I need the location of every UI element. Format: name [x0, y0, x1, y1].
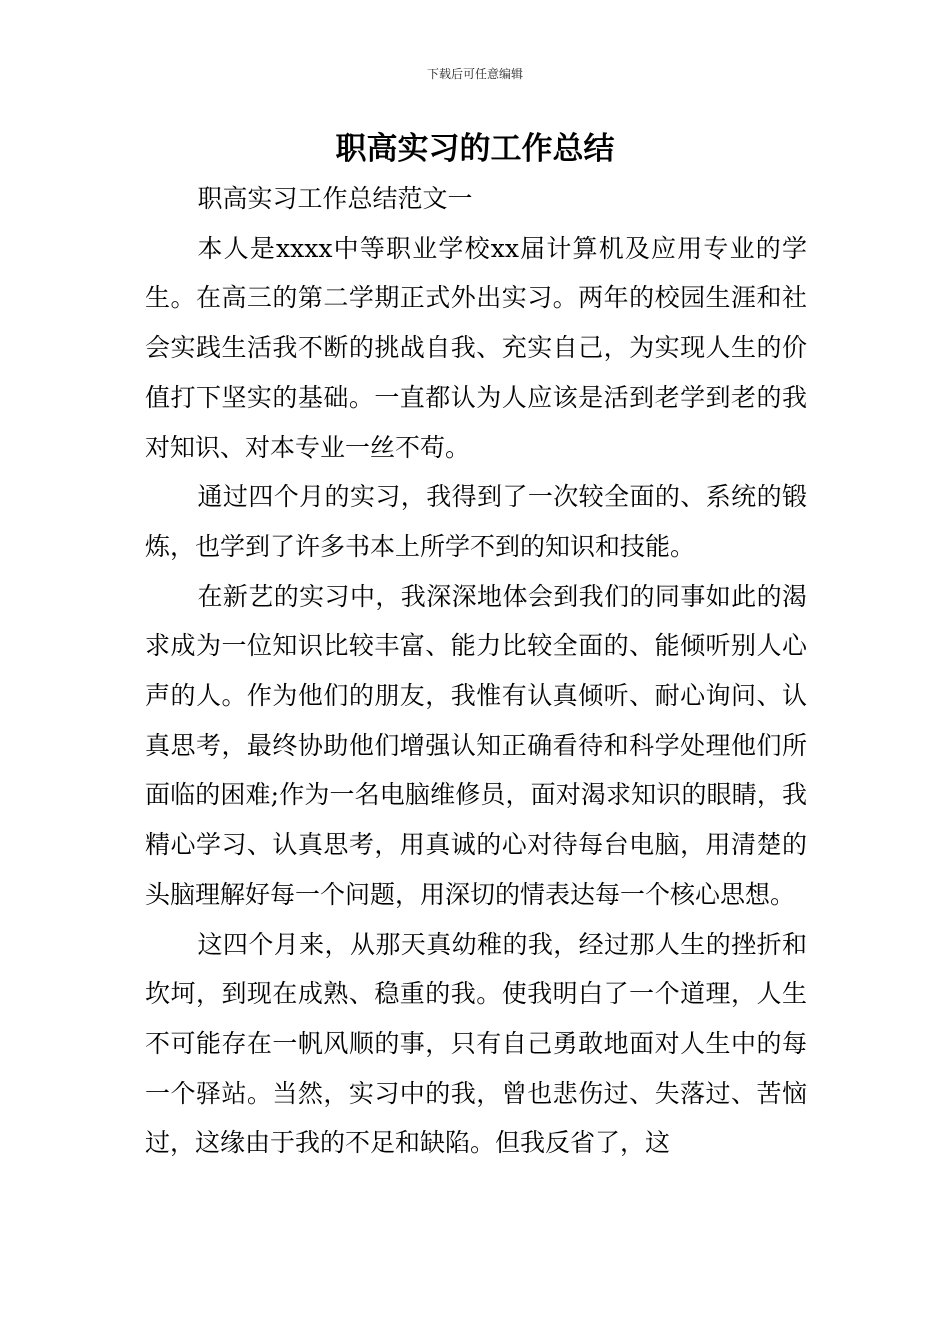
paragraph: 在新艺的实习中，我深深地体会到我们的同事如此的渴求成为一位知识比较丰富、能力比较全面的、能倾听别人心声的人。作为他们的朋友，我惟有认真倾听、耐心询问、认真思考，最终协助他们增强认知正确看待和科学处理他们所面临的困难;作为一名电脑维修员，面对渴求知识的眼睛，我精心学习、认真思考，用真诚的心对待每台电脑，用清楚的头脑理解好每一个问题，用深切的情表达每一个核心思想。 [145, 581, 807, 909]
page-title: 职高实习的工作总结 [335, 131, 615, 167]
document-body [145, 174, 807, 1168]
paragraph: 本人是xxxx中等职业学校xx届计算机及应用专业的学生。在高三的第二学期正式外出实习。两年的校园生涯和社会实践生活我不断的挑战自我、充实自己，为实现人生的价值打下坚实的基础。一直都认为人应该是活到老学到老的我对知识、对本专业一丝不苟。 [145, 233, 807, 462]
paragraph: 这四个月来，从那天真幼稚的我，经过那人生的挫折和坎坷，到现在成熟、稳重的我。使我明白了一个道理，人生不可能存在一帆风顺的事，只有自己勇敢地面对人生中的每一个驿站。当然，实习中的我，曾也悲伤过、失落过、苦恼过，这缘由于我的不足和缺陷。但我反省了，这 [145, 929, 807, 1158]
header-note: 下载后可任意编辑 [426, 67, 523, 81]
paragraph-subtitle: 职高实习工作总结范文一 [197, 184, 473, 213]
paragraph: 通过四个月的实习，我得到了一次较全面的、系统的锻炼，也学到了许多书本上所学不到的知识和技能。 [145, 482, 807, 561]
